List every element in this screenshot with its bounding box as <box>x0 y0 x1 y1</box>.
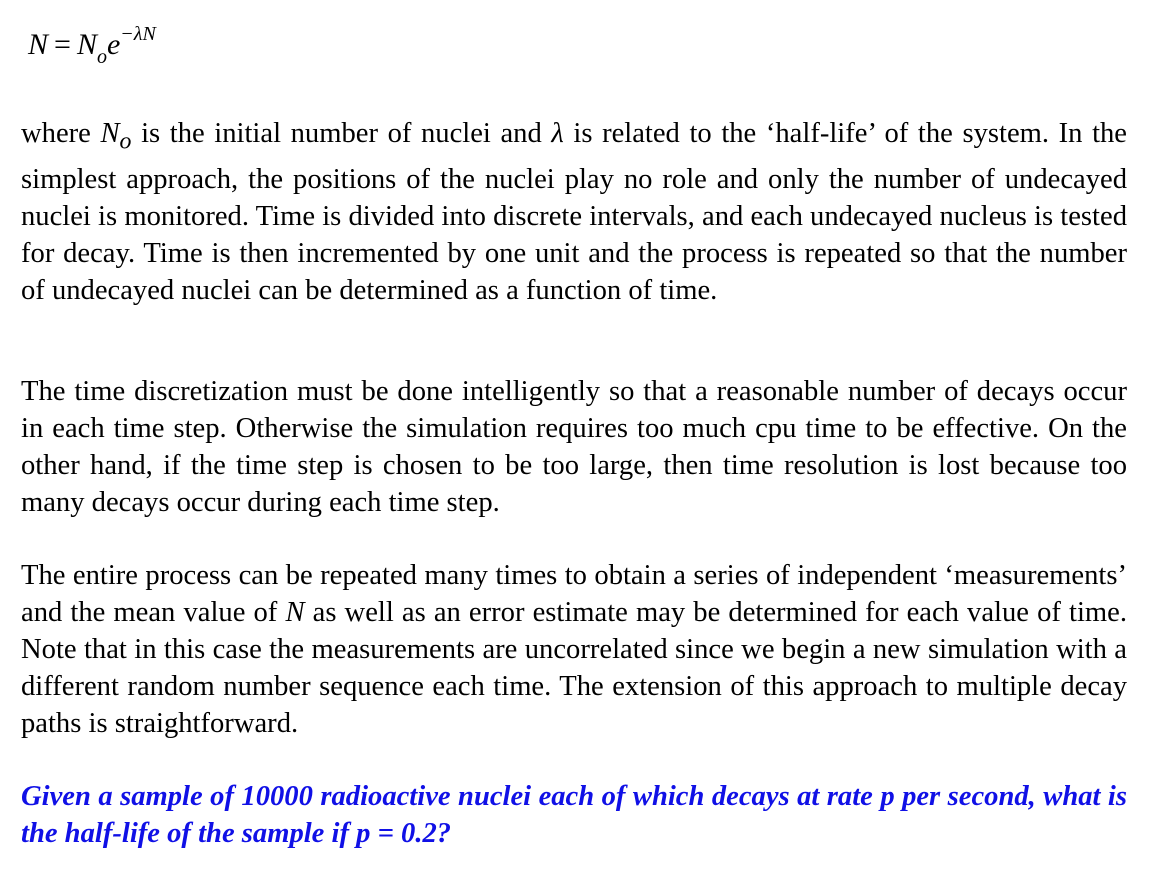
p1-lambda-symbol: λ <box>551 118 564 149</box>
p1-text-start: where <box>21 118 101 149</box>
paragraph-time-discretization: The time discretization must be done intelligently so that a reasonable number of decays occur in each time step. Otherwise the simulation requires too much cpu time to be effective. On the other hand, if the time step is chosen to be too large, then time resolution is lost because too many decays occur during each time step. <box>21 376 1127 518</box>
p3-text-start: The entire process can be repeated many times to obtain a series of independent ‘measurements’ and the mean value of <box>21 560 1127 628</box>
p1-initial-count-subscript: o <box>119 128 132 155</box>
equation-exponent: −λN <box>120 23 156 45</box>
p1-text-middle: is the initial number of nuclei and <box>131 118 552 149</box>
equation-rhs-base: N <box>76 28 97 61</box>
equation-lhs: N <box>28 28 49 61</box>
p3-n-symbol: N <box>285 597 305 628</box>
equation-rhs-subscript: o <box>96 46 107 68</box>
question-text: Given a sample of 10000 radioactive nuclei each of which decays at rate p per second, what is the half-life of the sample if p = 0.2? <box>21 781 1127 849</box>
equation-equals-sign: = <box>54 28 71 61</box>
equation-exponential-base: e <box>106 28 121 61</box>
decay-equation <box>28 23 156 68</box>
p3-text-end: as well as an error estimate may be determined for each value of time. Note that in this case the measurements are uncorrelated since we begin a new simulation with a different random number sequence each time. The extension of this approach to multiple decay paths is straightforward. <box>21 597 1127 739</box>
paragraph-decay-description <box>21 115 1127 309</box>
p1-initial-count-symbol: N <box>100 118 120 149</box>
paragraph-repeated-measurements <box>21 557 1127 742</box>
p1-text-end: is related to the ‘half-life’ of the system. In the simplest approach, the positions of the nuclei play no role and only the number of undecayed nuclei is monitored. Time is divided into discrete intervals, and each undecayed nucleus is tested for decay. Time is then incremented by one unit and the process is repeated so that the number of undecayed nuclei can be determined as a function of time. <box>21 118 1128 306</box>
